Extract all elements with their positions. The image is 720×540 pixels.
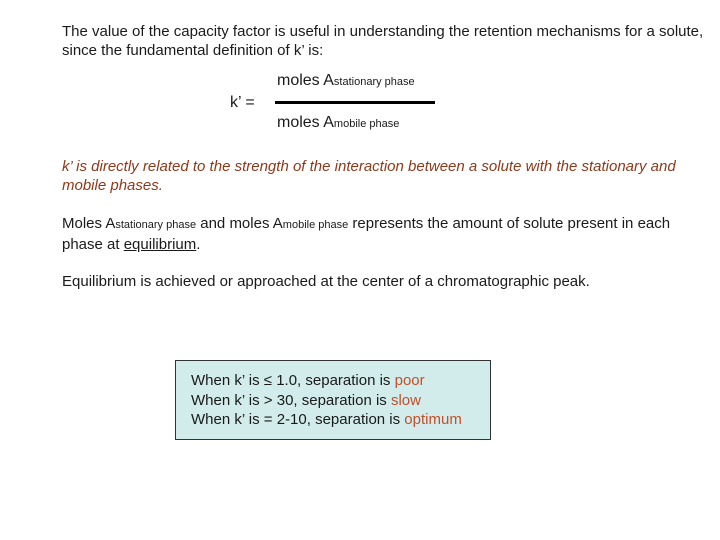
equation-denominator	[277, 114, 399, 132]
fraction-bar	[275, 101, 435, 104]
numerator-subscript: stationary phase	[333, 76, 415, 88]
kprime-note: k’ is directly related to the strength of the interaction between a solute with the stationary and mobile phases.	[62, 158, 676, 194]
denominator-subscript: mobile phase	[333, 118, 400, 130]
equation-lhs: k’ =	[230, 94, 255, 111]
equilibrium-underlined: equilibrium	[123, 236, 197, 253]
moles-note-part4: .	[196, 236, 201, 253]
moles-note-part1: Moles A	[62, 215, 116, 232]
summary-line-1	[191, 371, 490, 391]
summary-line-1-result: poor	[394, 372, 425, 389]
summary-line-3-result: optimum	[404, 411, 462, 428]
moles-note-sub1: stationary phase	[115, 219, 197, 231]
moles-note-sub2: mobile phase	[282, 219, 349, 231]
equilibrium-note: Equilibrium is achieved or approached at the center of a chromatographic peak.	[62, 273, 590, 290]
moles-note	[62, 214, 712, 254]
summary-line-2-prefix: When k’ is > 30, separation is	[191, 391, 391, 409]
moles-note-part3: represents the amount of solute present in each phase at	[62, 215, 671, 253]
summary-line-1-prefix: When k’ is ≤ 1.0, separation is	[191, 372, 395, 389]
equation-numerator	[277, 72, 415, 90]
summary-line-3-prefix: When k’ is = 2-10, separation is	[191, 411, 405, 428]
summary-line-2-result: slow	[390, 391, 421, 409]
summary-box	[175, 360, 491, 440]
denominator-main: moles A	[277, 114, 334, 131]
summary-line-2	[191, 391, 490, 411]
intro-paragraph: The value of the capacity factor is useful in understanding the retention mechanisms for a solute, since the fundamental definition of k’ is:	[62, 23, 704, 59]
numerator-main: moles A	[277, 72, 334, 89]
moles-note-part2: and moles A	[196, 215, 283, 232]
summary-line-3	[191, 410, 490, 430]
